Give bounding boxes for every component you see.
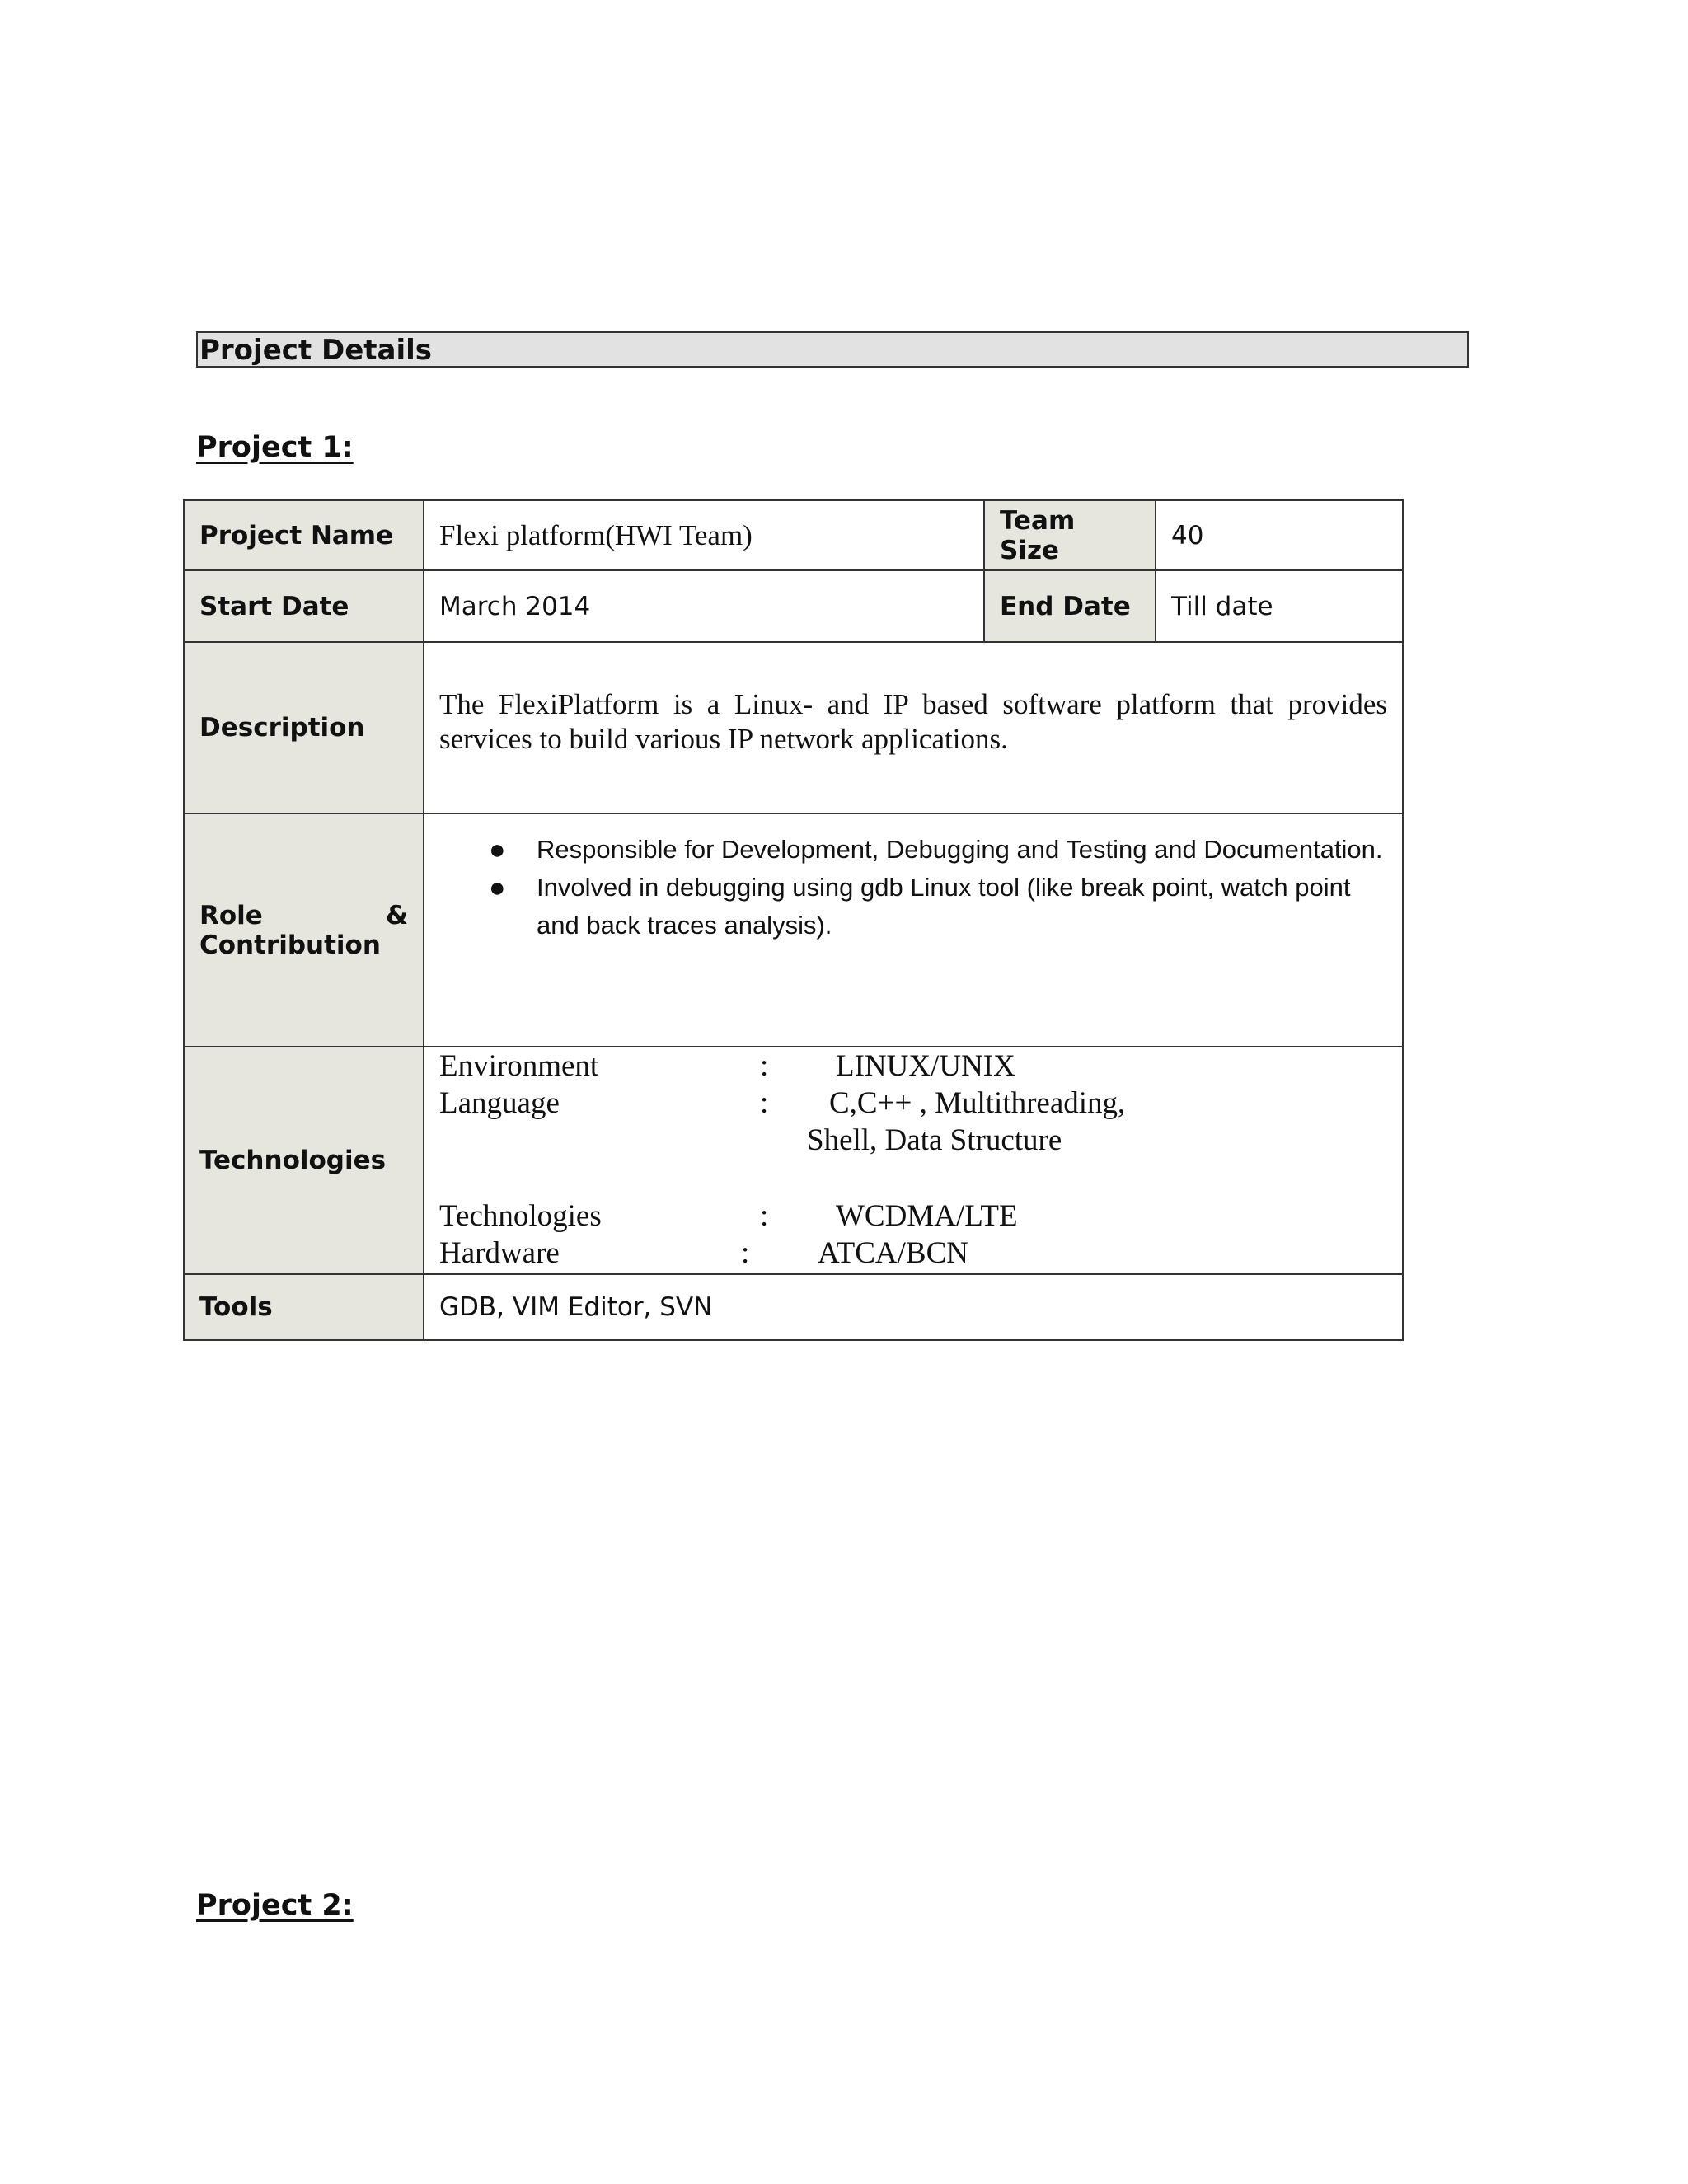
environment-colon: :	[760, 1049, 769, 1083]
description-text: The FlexiPlatform is a Linux- and IP based software platform that provides services to build various IP network applications.	[439, 688, 1387, 755]
role-list	[439, 831, 1387, 944]
section-title-bar: Project Details	[196, 331, 1469, 368]
role-label-line	[199, 901, 408, 930]
hardware-colon: :	[741, 1236, 750, 1270]
date-row	[184, 570, 1403, 642]
language-value-line-1: C,C++ , Multithreading,	[829, 1086, 1126, 1120]
start-date-value: March 2014	[424, 570, 984, 642]
role-label-cell	[184, 813, 424, 1047]
project-name-label: Project Name	[184, 500, 424, 570]
list-item	[489, 831, 1387, 869]
tools-value: GDB, VIM Editor, SVN	[424, 1274, 1403, 1340]
hardware-value: ATCA/BCN	[818, 1236, 968, 1270]
contribution-label-text: Contribution	[199, 930, 381, 960]
technologies-row	[184, 1047, 1403, 1274]
language-value-line-2: Shell, Data Structure	[807, 1123, 1062, 1157]
language-colon: :	[760, 1086, 769, 1120]
list-item	[489, 869, 1387, 944]
role-item-text: Responsible for Development, Debugging and Testing and Documentation.	[537, 835, 1383, 864]
description-row	[184, 642, 1403, 813]
end-date-value: Till date	[1156, 570, 1403, 642]
project-name-row	[184, 500, 1403, 570]
language-row-continued	[439, 1122, 1387, 1159]
project-1-table	[183, 499, 1404, 1341]
hardware-row	[439, 1235, 1387, 1272]
project-2-heading: Project 2:	[196, 1889, 354, 1922]
role-row	[184, 813, 1403, 1047]
hardware-key: Hardware	[439, 1236, 560, 1270]
team-size-label: Team Size	[984, 500, 1156, 570]
tech-row	[439, 1197, 1387, 1235]
role-item-text: Involved in debugging using gdb Linux tool (like break point, watch point and back traces analysis).	[537, 873, 1351, 940]
role-cell	[424, 813, 1403, 1047]
bullet-icon: ●	[489, 872, 506, 903]
environment-key: Environment	[439, 1049, 599, 1083]
language-row	[439, 1085, 1387, 1122]
description-cell	[424, 642, 1403, 813]
project-1-heading: Project 1:	[196, 431, 354, 464]
role-label-ampersand: &	[385, 900, 408, 930]
bullet-icon: ●	[489, 834, 506, 865]
project-name-value: Flexi platform(HWI Team)	[424, 500, 984, 570]
language-key: Language	[439, 1086, 560, 1120]
technologies-label: Technologies	[184, 1047, 424, 1274]
technologies-cell	[424, 1047, 1403, 1274]
tech-value: WCDMA/LTE	[836, 1199, 1018, 1233]
environment-row	[439, 1047, 1387, 1085]
team-size-value: 40	[1156, 500, 1403, 570]
description-label: Description	[184, 642, 424, 813]
start-date-label: Start Date	[184, 570, 424, 642]
tech-key: Technologies	[439, 1199, 602, 1233]
tools-label: Tools	[184, 1274, 424, 1340]
role-label-text: Role	[199, 900, 263, 930]
environment-value: LINUX/UNIX	[836, 1049, 1015, 1083]
end-date-label: End Date	[984, 570, 1156, 642]
tools-row	[184, 1274, 1403, 1340]
tech-colon: :	[760, 1199, 769, 1233]
technologies-grid	[439, 1047, 1387, 1272]
